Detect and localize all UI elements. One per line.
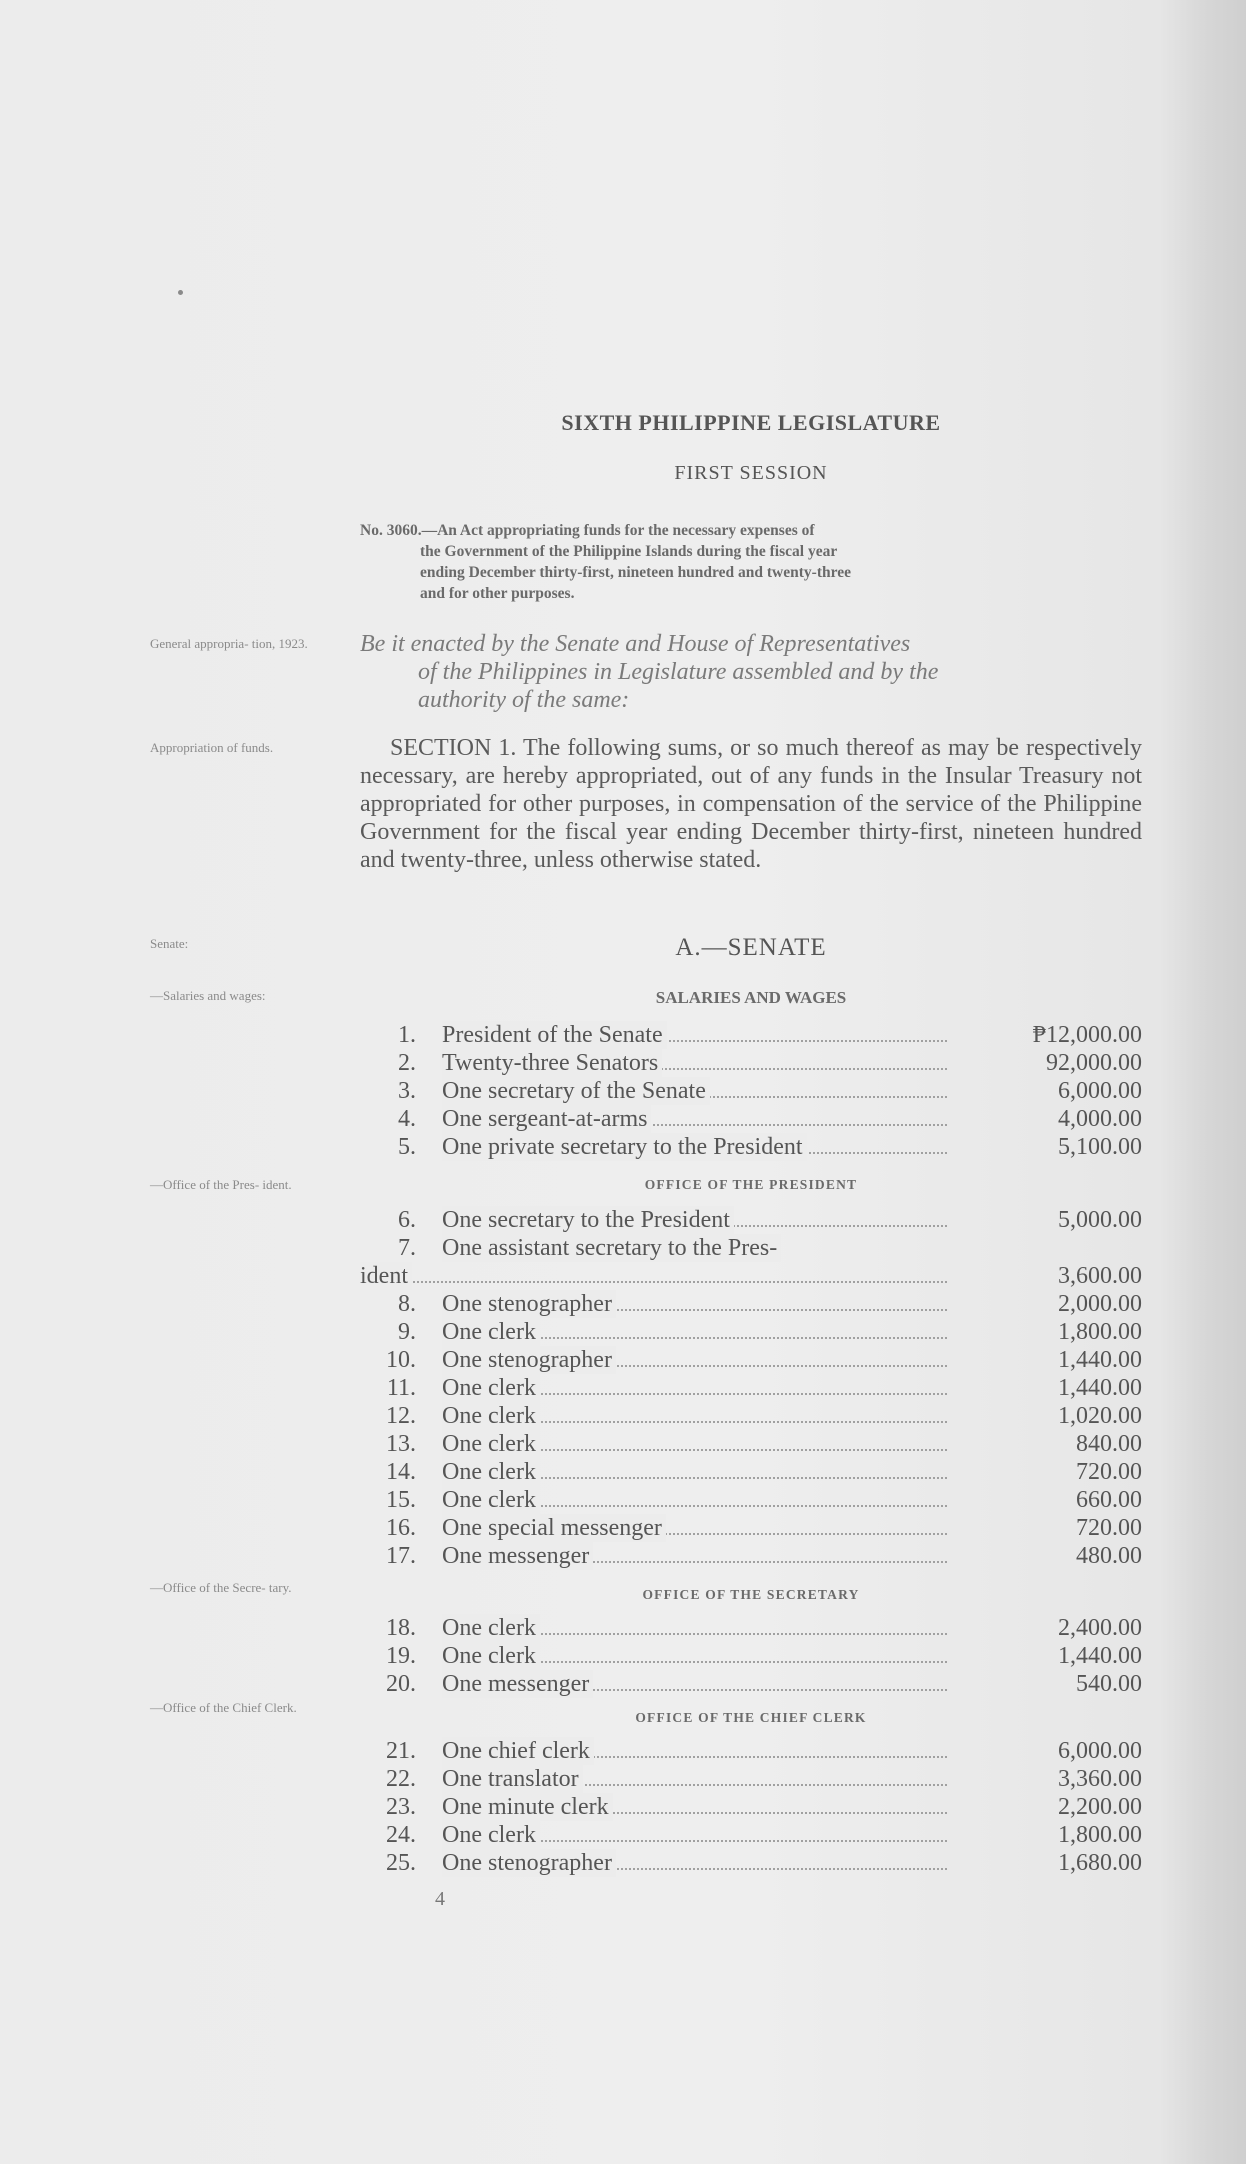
item-description: One stenographer xyxy=(442,1346,616,1374)
item-description: One secretary of the Senate xyxy=(442,1077,710,1105)
item-description: One clerk xyxy=(442,1821,540,1849)
line-item xyxy=(360,1642,1142,1670)
item-number: 12. xyxy=(386,1403,416,1429)
item-amount: 1,440.00 xyxy=(1058,1375,1142,1401)
item-description: One clerk xyxy=(442,1642,540,1670)
line-item xyxy=(360,1133,1142,1161)
line-item xyxy=(360,1346,1142,1374)
line-item xyxy=(360,1430,1142,1458)
item-amount: 1,440.00 xyxy=(1058,1347,1142,1373)
item-amount: 1,680.00 xyxy=(1058,1850,1142,1876)
enacting-line-1: Be it enacted by the Senate and House of Representatives xyxy=(360,631,911,657)
ink-speck xyxy=(178,290,183,295)
item-description: One chief clerk xyxy=(442,1737,594,1765)
item-number: 7. xyxy=(398,1235,416,1261)
office-secretary-heading: OFFICE OF THE SECRETARY xyxy=(642,1587,860,1602)
item-number: 2. xyxy=(398,1050,416,1076)
item-description: One clerk xyxy=(442,1402,540,1430)
item-amount: 6,000.00 xyxy=(1058,1078,1142,1104)
item-description: ident xyxy=(360,1262,412,1290)
item-description: One clerk xyxy=(442,1430,540,1458)
item-description: One stenographer xyxy=(442,1849,616,1877)
item-amount: 2,200.00 xyxy=(1058,1794,1142,1820)
item-amount: 2,400.00 xyxy=(1058,1615,1142,1641)
act-line-2: the Government of the Philippine Islands during the fiscal year xyxy=(420,543,838,560)
item-description: One stenographer xyxy=(442,1290,616,1318)
item-description: One private secretary to the President xyxy=(442,1133,807,1161)
item-number: 9. xyxy=(398,1319,416,1345)
line-item xyxy=(360,1021,1142,1049)
item-description: One sergeant-at-arms xyxy=(442,1105,651,1133)
item-amount: 3,600.00 xyxy=(1058,1263,1142,1289)
item-description: One clerk xyxy=(442,1458,540,1486)
item-number: 13. xyxy=(386,1431,416,1457)
salaries-heading: SALARIES AND WAGES xyxy=(655,988,847,1007)
section-text: The following sums, or so much thereof as may be respectively necessary, are hereby appropriated, out of any funds in the Insular Treasury not appropriated for other purposes, in compensation of the service of the Philippine Government for the fiscal year ending December thirty-first, nineteen hundred and twenty-three, unless otherwise stated. xyxy=(360,735,1142,873)
item-number: 8. xyxy=(398,1291,416,1317)
line-item xyxy=(360,1262,1142,1290)
item-amount: 720.00 xyxy=(1076,1459,1142,1485)
line-item xyxy=(360,1849,1142,1877)
act-line-1: No. 3060.—An Act appropriating funds for the necessary expenses of xyxy=(360,522,815,539)
item-amount: 1,440.00 xyxy=(1058,1643,1142,1669)
item-amount: 5,100.00 xyxy=(1058,1134,1142,1160)
item-number: 24. xyxy=(386,1822,416,1848)
line-item xyxy=(360,1514,1142,1542)
item-description: One clerk xyxy=(442,1486,540,1514)
item-amount: 4,000.00 xyxy=(1058,1106,1142,1132)
item-amount: 540.00 xyxy=(1076,1671,1142,1697)
line-item xyxy=(360,1105,1142,1133)
line-item xyxy=(360,1290,1142,1318)
enacting-line-3: authority of the same: xyxy=(418,687,630,713)
item-description: One clerk xyxy=(442,1318,540,1346)
item-description: Twenty-three Senators xyxy=(442,1049,662,1077)
act-summary xyxy=(360,520,1142,604)
item-description: One messenger xyxy=(442,1542,593,1570)
item-number: 25. xyxy=(386,1850,416,1876)
act-line-3: ending December thirty-first, nineteen hundred and twenty-three xyxy=(420,564,851,581)
line-item xyxy=(360,1486,1142,1514)
leader-dots xyxy=(360,1281,947,1283)
item-number: 23. xyxy=(386,1794,416,1820)
item-number: 18. xyxy=(386,1615,416,1641)
item-description: One special messenger xyxy=(442,1514,666,1542)
margin-note-president: —Office of the Pres- ident. xyxy=(150,1177,292,1192)
line-item xyxy=(360,1670,1142,1698)
item-amount: 3,360.00 xyxy=(1058,1766,1142,1792)
margin-note-chief-clerk: —Office of the Chief Clerk. xyxy=(150,1700,297,1715)
item-amount: 5,000.00 xyxy=(1058,1207,1142,1233)
item-amount: 2,000.00 xyxy=(1058,1291,1142,1317)
item-description: President of the Senate xyxy=(442,1021,667,1049)
margin-note-general: General appropria- tion, 1923. xyxy=(150,636,308,651)
item-amount: 92,000.00 xyxy=(1046,1050,1142,1076)
enacting-clause xyxy=(360,630,1142,714)
item-number: 17. xyxy=(386,1543,416,1569)
line-item xyxy=(360,1821,1142,1849)
line-item xyxy=(360,1542,1142,1570)
item-amount: ₱12,000.00 xyxy=(1032,1022,1142,1048)
margin-note-salaries: —Salaries and wages: xyxy=(150,988,266,1003)
line-item xyxy=(360,1206,1142,1234)
item-number: 10. xyxy=(386,1347,416,1373)
item-description: One assistant secretary to the Pres- xyxy=(442,1234,781,1262)
item-amount: 660.00 xyxy=(1076,1487,1142,1513)
line-item xyxy=(360,1318,1142,1346)
item-number: 16. xyxy=(386,1515,416,1541)
line-item xyxy=(360,1737,1142,1765)
line-item xyxy=(360,1049,1142,1077)
office-chief-clerk-heading: OFFICE OF THE CHIEF CLERK xyxy=(635,1710,867,1725)
page-number: 4 xyxy=(435,1888,445,1910)
item-description: One minute clerk xyxy=(442,1793,613,1821)
item-amount: 6,000.00 xyxy=(1058,1738,1142,1764)
line-item xyxy=(360,1458,1142,1486)
line-item xyxy=(360,1793,1142,1821)
margin-note-secretary: —Office of the Secre- tary. xyxy=(150,1580,292,1595)
line-item xyxy=(360,1374,1142,1402)
line-item xyxy=(360,1077,1142,1105)
item-number: 19. xyxy=(386,1643,416,1669)
margin-note-funds: Appropriation of funds. xyxy=(150,740,274,755)
section-label: SECTION 1. xyxy=(390,735,517,761)
item-amount: 720.00 xyxy=(1076,1515,1142,1541)
item-number: 5. xyxy=(398,1134,416,1160)
item-number: 21. xyxy=(386,1738,416,1764)
line-item xyxy=(360,1234,1142,1262)
item-description: One translator xyxy=(442,1765,583,1793)
item-description: One clerk xyxy=(442,1614,540,1642)
item-amount: 1,020.00 xyxy=(1058,1403,1142,1429)
office-president-heading: OFFICE OF THE PRESIDENT xyxy=(644,1177,858,1192)
item-number: 20. xyxy=(386,1671,416,1697)
item-number: 11. xyxy=(386,1375,416,1401)
session-title: FIRST SESSION xyxy=(674,462,828,484)
line-item xyxy=(360,1765,1142,1793)
item-number: 6. xyxy=(398,1207,416,1233)
line-item xyxy=(360,1402,1142,1430)
item-amount: 480.00 xyxy=(1076,1543,1142,1569)
item-amount: 1,800.00 xyxy=(1058,1822,1142,1848)
item-number: 1. xyxy=(398,1022,416,1048)
item-description: One messenger xyxy=(442,1670,593,1698)
item-amount: 840.00 xyxy=(1076,1431,1142,1457)
item-number: 15. xyxy=(386,1487,416,1513)
enacting-line-2: of the Philippines in Legislature assembled and by the xyxy=(418,659,939,685)
item-number: 22. xyxy=(386,1766,416,1792)
item-number: 14. xyxy=(386,1459,416,1485)
item-amount: 1,800.00 xyxy=(1058,1319,1142,1345)
line-item xyxy=(360,1614,1142,1642)
senate-heading: A.—SENATE xyxy=(675,934,827,961)
margin-note-senate: Senate: xyxy=(150,936,189,951)
act-line-4: and for other purposes. xyxy=(420,585,575,602)
item-description: One clerk xyxy=(442,1374,540,1402)
item-description: One secretary to the President xyxy=(442,1206,734,1234)
item-number: 4. xyxy=(398,1106,416,1132)
item-number: 3. xyxy=(398,1078,416,1104)
section-1-paragraph xyxy=(360,734,1142,874)
legislature-title: SIXTH PHILIPPINE LEGISLATURE xyxy=(561,410,941,435)
